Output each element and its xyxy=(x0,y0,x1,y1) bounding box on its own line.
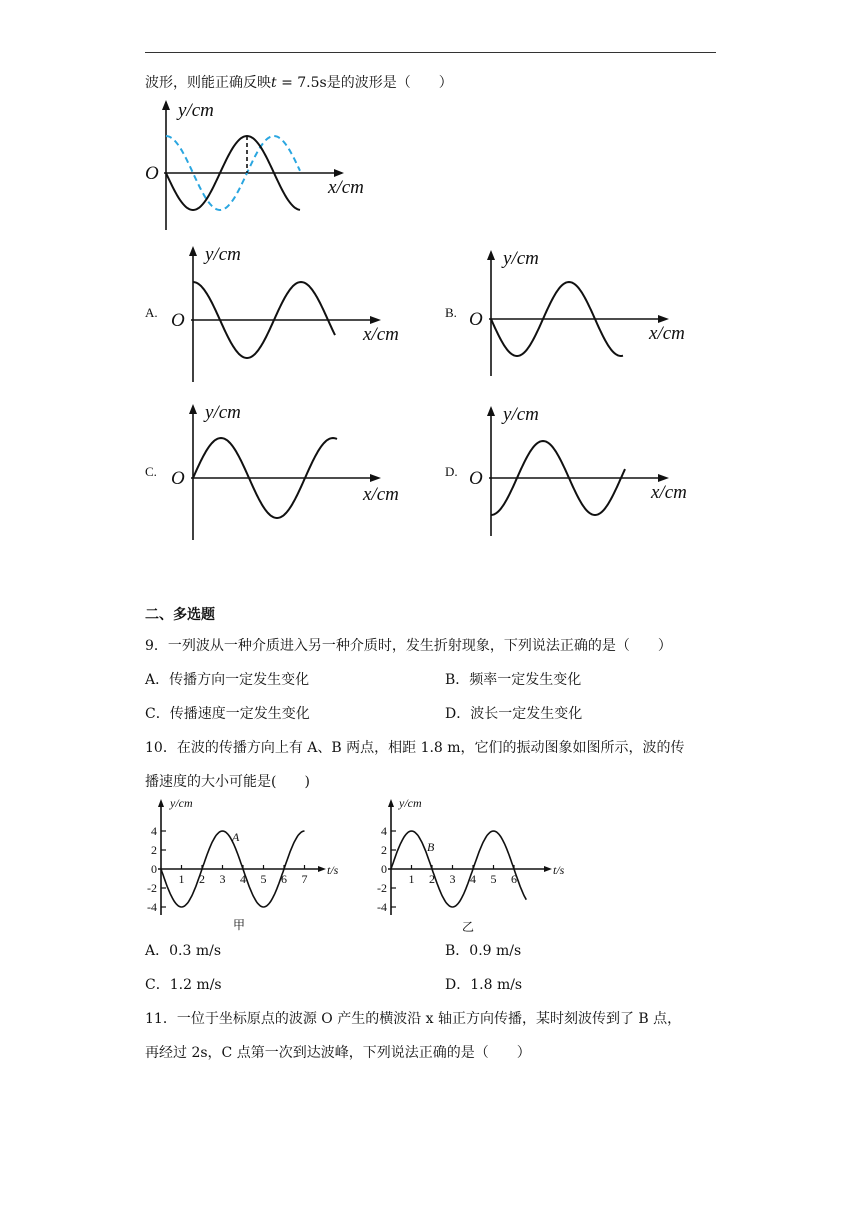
q10-option-b[interactable]: B．0.9 m/s xyxy=(445,943,522,959)
q10-option-a[interactable]: A．0.3 m/s xyxy=(145,943,222,959)
x-tick-label: 4 xyxy=(240,872,246,886)
x-tick-label: 1 xyxy=(178,872,185,886)
t-axis-arrow-icon xyxy=(318,866,326,872)
opt-c-origin: O xyxy=(171,468,185,489)
opt-c-x-label: x/cm xyxy=(363,484,399,505)
header-rule xyxy=(145,52,716,53)
graph-jia-caption: 甲 xyxy=(233,918,246,932)
opt-b-origin: O xyxy=(469,309,483,330)
q9-option-c[interactable]: C．传播速度一定发生变化 xyxy=(145,706,310,722)
section-title: 二、多选题 xyxy=(145,607,215,623)
y-tick-label: 4 xyxy=(381,824,387,838)
q8-ref-y-label: y/cm xyxy=(178,100,214,121)
y-tick-label: -2 xyxy=(147,881,157,895)
q8-stem-prefix: 波形，则能正确反映 xyxy=(145,75,271,91)
y-axis-arrow-icon xyxy=(388,799,394,807)
q8-option-c-letter[interactable]: C. xyxy=(145,464,157,479)
y-axis-arrow-icon xyxy=(158,799,164,807)
graph-yi-y-label: y/cm xyxy=(399,796,422,810)
point-b-label: B xyxy=(427,840,435,854)
x-tick-label: 5 xyxy=(490,872,497,886)
q8-option-d-letter[interactable]: D. xyxy=(445,464,458,479)
q10-graph-yi xyxy=(365,795,585,940)
opt-a-y-label: y/cm xyxy=(205,244,241,265)
graph-jia-x-label: t/s xyxy=(327,863,339,877)
x-tick-label: 2 xyxy=(429,872,435,886)
x-tick-label: 6 xyxy=(281,872,287,886)
y-axis-arrow-icon xyxy=(487,250,495,260)
q8-ref-x-label: x/cm xyxy=(328,177,364,198)
y-tick-label: -2 xyxy=(377,881,387,895)
q9-stem: 9．一列波从一种介质进入另一种介质时，发生折射现象，下列说法正确的是（ ） xyxy=(145,638,672,654)
y-axis-arrow-icon xyxy=(189,404,197,414)
x-axis-arrow-icon xyxy=(370,474,381,482)
q10-stem-line2: 播速度的大小可能是( ) xyxy=(145,774,310,790)
q8-stem xyxy=(145,74,453,92)
y-axis-arrow-icon xyxy=(162,100,170,110)
q8-stem-suffix: 是的波形是（ ） xyxy=(326,75,453,91)
x-axis-arrow-icon xyxy=(658,474,669,482)
x-tick-label: 7 xyxy=(301,872,308,886)
graph-yi-x-label: t/s xyxy=(553,863,565,877)
q10-stem-line1: 10．在波的传播方向上有 A、B 两点，相距 1.8 m，它们的振动图象如图所示，波的传 xyxy=(145,740,685,756)
x-tick-label: 4 xyxy=(470,872,476,886)
x-tick-label: 3 xyxy=(219,872,226,886)
q11-stem-line2: 再经过 2s，C 点第一次到达波峰，下列说法正确的是（ ） xyxy=(145,1045,531,1061)
q8-reference-graph xyxy=(140,96,380,236)
q8-option-d-graph[interactable] xyxy=(465,400,705,540)
graph-yi-caption: 乙 xyxy=(462,920,475,934)
q8-option-b-letter[interactable]: B. xyxy=(445,305,457,320)
q8-option-a-letter[interactable]: A. xyxy=(145,305,158,320)
q8-option-a-graph[interactable] xyxy=(165,240,415,385)
q8-option-c-graph[interactable] xyxy=(165,398,415,543)
y-axis-arrow-icon xyxy=(487,406,495,416)
x-tick-label: 2 xyxy=(199,872,205,886)
y-tick-label: 0 xyxy=(381,862,387,876)
q9-option-a[interactable]: A．传播方向一定发生变化 xyxy=(145,672,310,688)
opt-b-x-label: x/cm xyxy=(649,323,685,344)
q8-option-b-graph[interactable] xyxy=(465,244,705,379)
q9-option-b[interactable]: B．频率一定发生变化 xyxy=(445,672,582,688)
opt-a-x-label: x/cm xyxy=(363,324,399,345)
x-tick-label: 1 xyxy=(408,872,415,886)
q10-option-d[interactable]: D．1.8 m/s xyxy=(445,977,523,993)
opt-c-y-label: y/cm xyxy=(205,402,241,423)
x-axis-arrow-icon xyxy=(370,316,381,324)
opt-b-y-label: y/cm xyxy=(503,248,539,269)
t-axis-arrow-icon xyxy=(544,866,552,872)
q8-stem-t: t xyxy=(271,75,277,91)
opt-d-x-label: x/cm xyxy=(651,482,687,503)
x-tick-label: 3 xyxy=(449,872,456,886)
opt-d-origin: O xyxy=(469,468,483,489)
graph-jia-y-label: y/cm xyxy=(170,796,193,810)
q8-stem-eq: = 7.5s xyxy=(276,75,327,91)
x-axis-arrow-icon xyxy=(334,169,344,177)
q11-stem-line1: 11．一位于坐标原点的波源 O 产生的横波沿 x 轴正方向传播，某时刻波传到了 B 点， xyxy=(145,1011,682,1027)
y-tick-label: -4 xyxy=(377,900,387,914)
x-axis-arrow-icon xyxy=(658,315,669,323)
q8-ref-origin: O xyxy=(145,163,159,184)
opt-d-y-label: y/cm xyxy=(503,404,539,425)
y-tick-label: 2 xyxy=(151,843,157,857)
y-tick-label: 2 xyxy=(381,843,387,857)
point-a-label: A xyxy=(232,830,240,844)
q9-option-d[interactable]: D．波长一定发生变化 xyxy=(445,706,583,722)
x-tick-label: 5 xyxy=(260,872,267,886)
y-tick-label: -4 xyxy=(147,900,157,914)
opt-a-origin: O xyxy=(171,310,185,331)
y-tick-label: 0 xyxy=(151,862,157,876)
y-axis-arrow-icon xyxy=(189,246,197,256)
x-tick-label: 6 xyxy=(511,872,517,886)
q10-graph-jia xyxy=(140,795,360,940)
y-tick-label: 4 xyxy=(151,824,157,838)
q10-option-c[interactable]: C．1.2 m/s xyxy=(145,977,222,993)
